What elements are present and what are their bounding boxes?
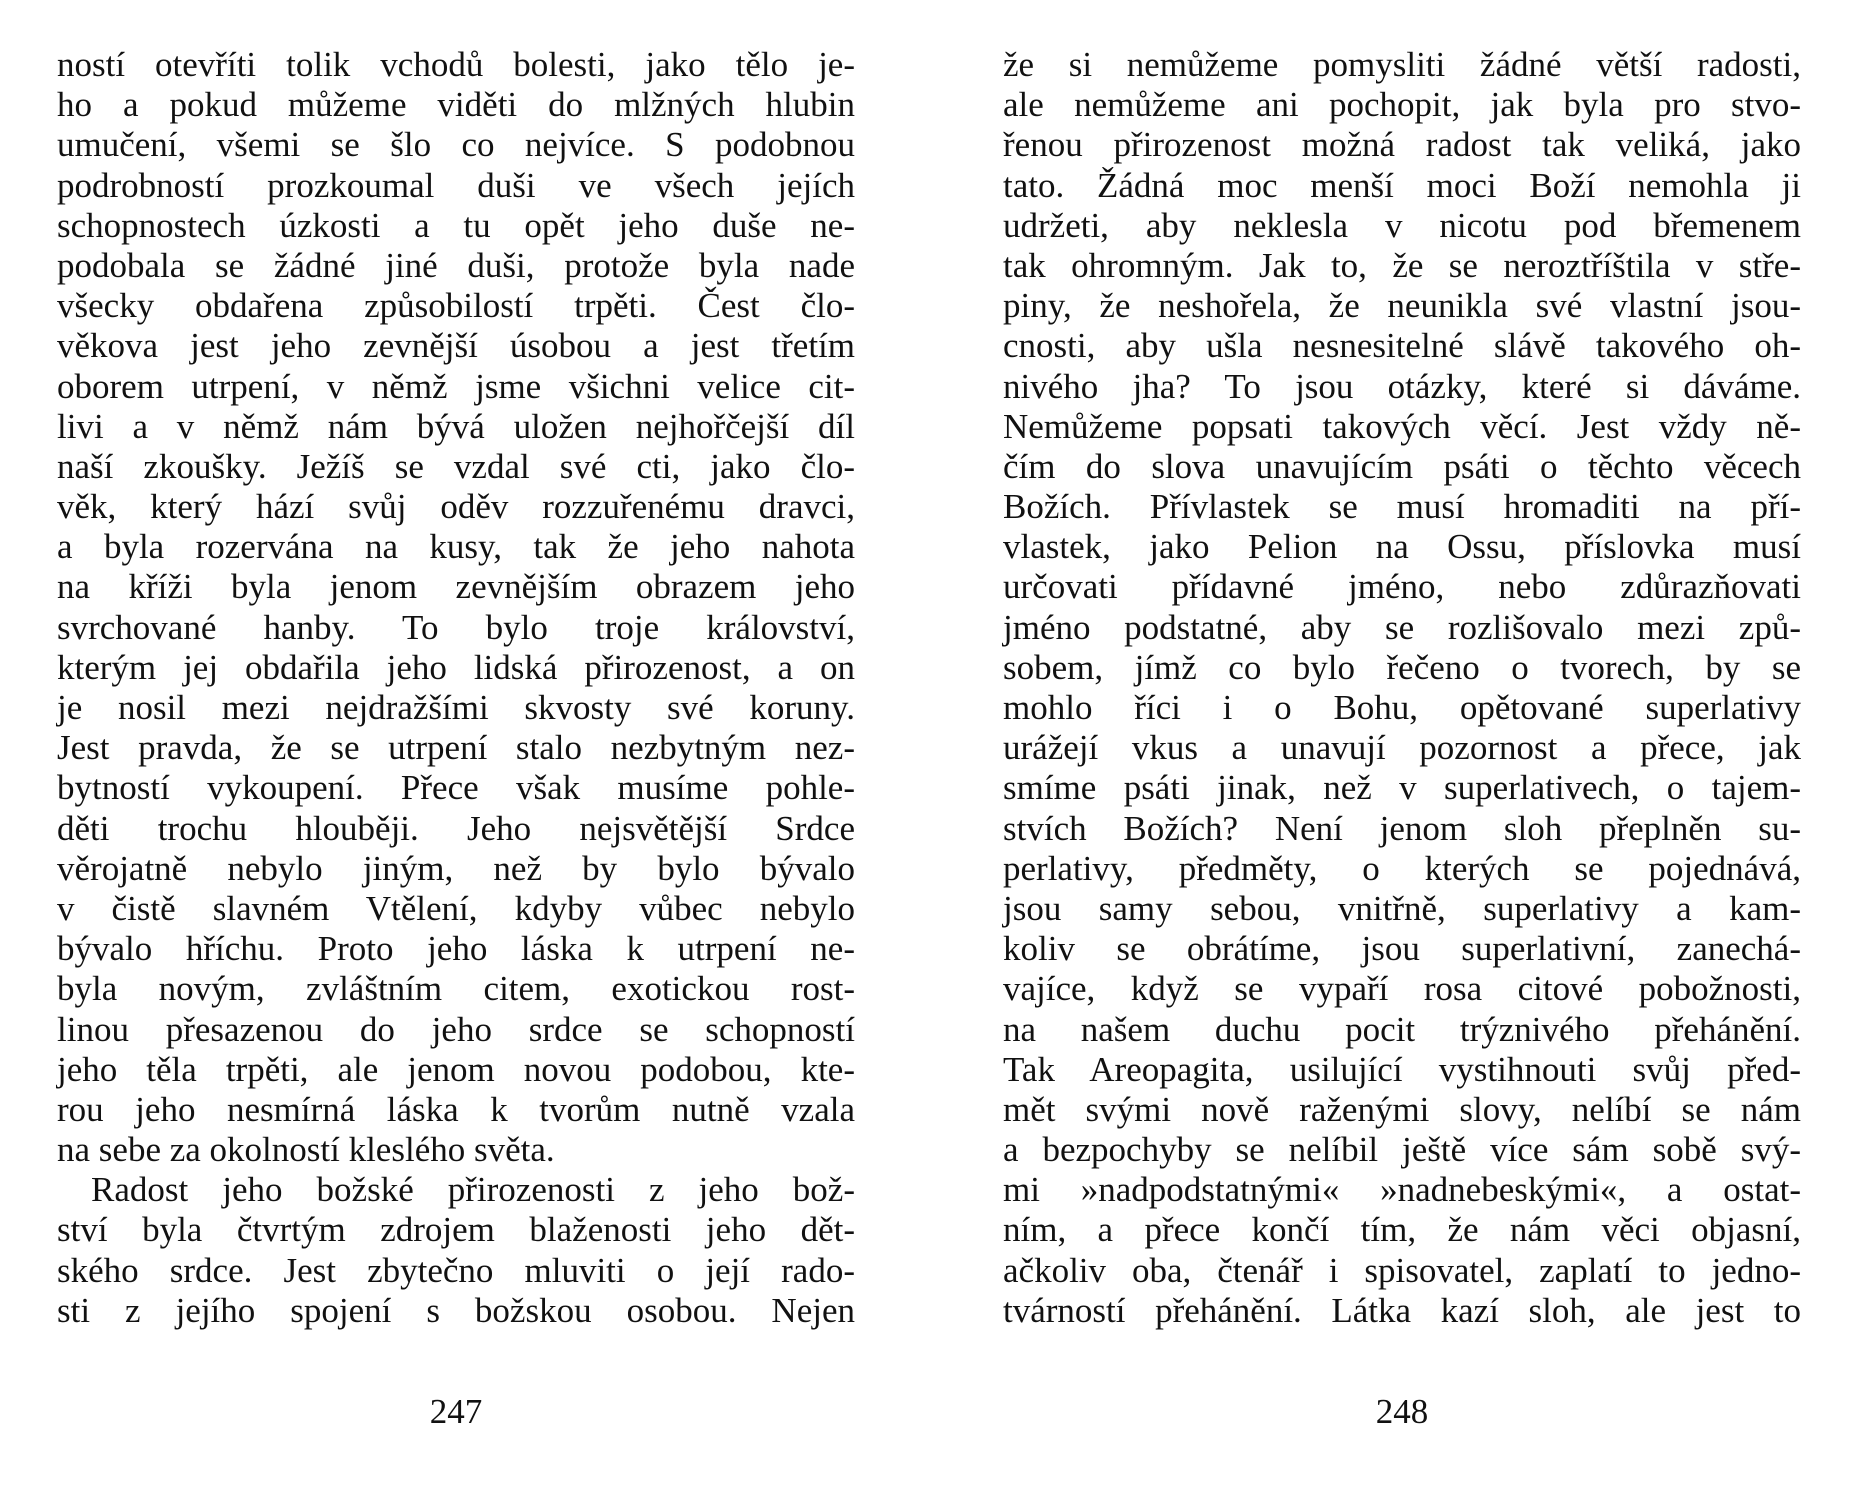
text-line: a bezpochyby se nelíbil ještě více sám sobě svý-	[1003, 1130, 1801, 1170]
text-line: ností otevříti tolik vchodů bolesti, jako tělo je-	[57, 45, 855, 84]
text-line: na kříži byla jenom zevnějším obrazem jeho	[57, 567, 855, 607]
text-line: ním, a přece končí tím, že nám věci objasní,	[1003, 1210, 1801, 1250]
text-line: Božích. Přívlastek se musí hromaditi na pří-	[1003, 487, 1801, 527]
text-line: Radost jeho božské přirozenosti z jeho bož-	[91, 1170, 855, 1210]
text-line: stvích Božích? Není jenom sloh přeplněn su-	[1003, 808, 1801, 848]
text-line: podobala se žádné jiné duši, protože byla nade	[57, 245, 855, 285]
text-line: urážejí vkus a unavují pozornost a přece, jak	[1003, 728, 1801, 768]
text-line: svrchované hanby. To bylo troje království,	[57, 607, 855, 647]
left-page-text	[57, 45, 855, 1331]
text-line: bývalo hříchu. Proto jeho láska k utrpení ne-	[57, 929, 855, 969]
text-line: čím do slova unavujícím psáti o těchto věcech	[1003, 446, 1801, 486]
text-line: mohlo říci i o Bohu, opětované superlativy	[1003, 688, 1801, 727]
text-line: bytností vykoupení. Přece však musíme pohle-	[57, 768, 855, 808]
text-line: piny, že neshořela, že neunikla své vlastní jsou-	[1003, 286, 1801, 326]
text-line: tato. Žádná moc menší moci Boží nemohla ji	[1003, 165, 1801, 205]
text-line: koliv se obrátíme, jsou superlativní, zanechá-	[1003, 929, 1801, 969]
text-line: věrojatně nebylo jiným, než by bylo bývalo	[57, 848, 855, 888]
text-line: perlativy, předměty, o kterých se pojednává,	[1003, 848, 1801, 888]
text-line: linou přesazenou do jeho srdce se schopností	[57, 1009, 855, 1049]
text-line: rou jeho nesmírná láska k tvorům nutně vzala	[57, 1089, 855, 1129]
text-line: v čistě slavném Vtělení, kdyby vůbec nebylo	[57, 888, 855, 928]
text-line: věkova jest jeho zevnější úsobou a jest třetím	[57, 326, 855, 366]
text-line: určovati přídavné jméno, nebo zdůrazňovati	[1003, 567, 1801, 607]
text-line: Nemůžeme popsati takových věcí. Jest vždy ně-	[1003, 406, 1801, 446]
page-number-right: 248	[1375, 1392, 1429, 1431]
right-page-text	[1003, 45, 1801, 1331]
text-line: oborem utrpení, v němž jsme všichni velice cit-	[57, 366, 855, 406]
text-line: sti z jejího spojení s božskou osobou. Nejen	[57, 1290, 855, 1330]
text-line: smíme psáti jinak, než v superlativech, o tajem-	[1003, 768, 1801, 808]
text-line: vajíce, když se vypaří rosa citové pobožnosti,	[1003, 969, 1801, 1009]
text-line: věk, který hází svůj oděv rozzuřenému dravci,	[57, 487, 855, 527]
text-line: tvárností přehánění. Látka kazí sloh, ale jest to	[1003, 1290, 1801, 1330]
text-line: umučení, všemi se šlo co nejvíce. S podobnou	[57, 125, 855, 165]
text-line: ského srdce. Jest zbytečno mluviti o její rado-	[57, 1250, 855, 1290]
text-line: schopnostech úzkosti a tu opět jeho duše ne-	[57, 205, 855, 245]
text-line: sobem, jímž co bylo řečeno o tvorech, by se	[1003, 647, 1801, 687]
text-line: všecky obdařena způsobilostí trpěti. Čest člo-	[57, 286, 855, 326]
text-line: jsou samy sebou, vnitřně, superlativy a kam-	[1003, 888, 1801, 928]
text-line: na našem duchu pocit trýznivého přehánění.	[1003, 1009, 1801, 1049]
text-line: cnosti, aby ušla nesnesitelné slávě takového oh-	[1003, 326, 1801, 366]
text-line: mět svými nově raženými slovy, nelíbí se nám	[1003, 1089, 1801, 1129]
text-line: je nosil mezi nejdražšími skvosty své koruny.	[57, 688, 855, 727]
text-line: ství byla čtvrtým zdrojem blaženosti jeho dět-	[57, 1210, 855, 1250]
text-line: mi »nadpodstatnými« »nadnebeskými«, a ostat-	[1003, 1170, 1801, 1210]
text-line: Jest pravda, že se utrpení stalo nezbytným nez-	[57, 728, 855, 768]
text-line: tak ohromným. Jak to, že se neroztříštila v stře-	[1003, 245, 1801, 285]
text-line: kterým jej obdařila jeho lidská přirozenost, a on	[57, 647, 855, 687]
text-line: děti trochu hlouběji. Jeho nejsvětější Srdce	[57, 808, 855, 848]
text-line: ho a pokud můžeme viděti do mlžných hlubin	[57, 85, 855, 125]
text-line: livi a v němž nám bývá uložen nejhořčejší díl	[57, 406, 855, 446]
text-line: řenou přirozenost možná radost tak veliká, jako	[1003, 125, 1801, 165]
text-line: na sebe za okolností kleslého světa.	[57, 1130, 555, 1170]
text-line: podrobností prozkoumal duši ve všech jejích	[57, 165, 855, 205]
text-line: že si nemůžeme pomysliti žádné větší radosti,	[1003, 45, 1801, 84]
page-number-left: 247	[429, 1392, 483, 1431]
text-line: jméno podstatné, aby se rozlišovalo mezi způ-	[1003, 607, 1801, 647]
text-line: ačkoliv oba, čtenář i spisovatel, zaplatí to jedno-	[1003, 1250, 1801, 1290]
text-line: udržeti, aby neklesla v nicotu pod břemenem	[1003, 205, 1801, 245]
text-line: Tak Areopagita, usilující vystihnouti svůj před-	[1003, 1049, 1801, 1089]
text-line: jeho těla trpěti, ale jenom novou podobou, kte-	[57, 1049, 855, 1089]
text-line: naší zkoušky. Ježíš se vzdal své cti, jako člo-	[57, 446, 855, 486]
text-line: nivého jha? To jsou otázky, které si dáváme.	[1003, 366, 1801, 406]
text-line: vlastek, jako Pelion na Ossu, příslovka musí	[1003, 527, 1801, 567]
text-line: ale nemůžeme ani pochopit, jak byla pro stvo-	[1003, 85, 1801, 125]
text-line: byla novým, zvláštním citem, exotickou rost-	[57, 969, 855, 1009]
text-line: a byla rozervána na kusy, tak že jeho nahota	[57, 527, 855, 567]
